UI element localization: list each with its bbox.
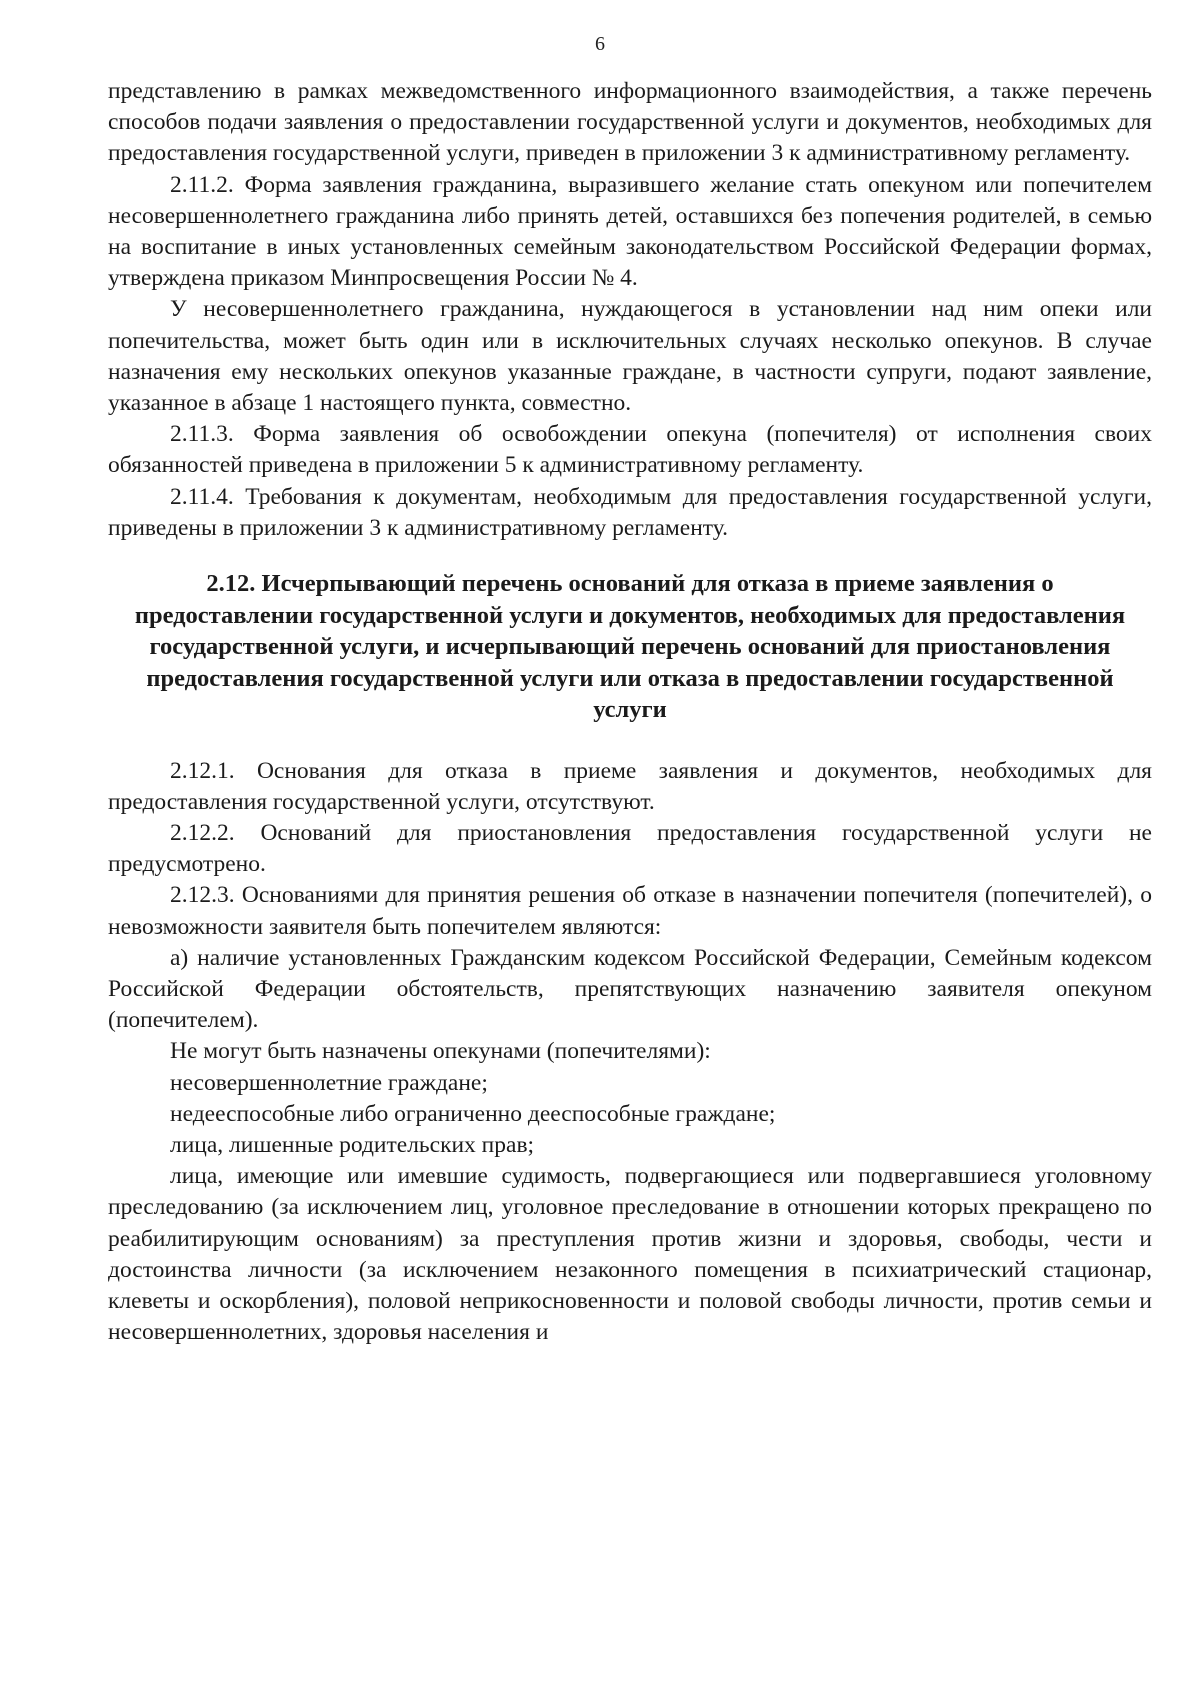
paragraph-2-11-3: 2.11.3. Форма заявления об освобождении опекуна (попечителя) от исполнения своих обязанностей приведена в приложении 5 к административному регламенту.: [108, 421, 1152, 479]
document-body: [108, 76, 1152, 1348]
list-item-deprived-rights: лица, лишенные родительских прав;: [170, 1131, 535, 1158]
list-item-criminal-record: лица, имеющие или имевшие судимость, подвергающиеся или подвергавшиеся уголовному преследованию (за исключением лиц, уголовное преследование в отношении которых прекращено по реабилитирующим основаниям) за преступления против жизни и здоровья, свободы, чести и достоинства личности (за исключением незаконного помещения в психиатрический стационар, клеветы и оскорбления), половой неприкосновенности и половой свободы личности, против семьи и несовершеннолетних, здоровья населения и: [108, 1163, 1152, 1346]
paragraph-item-a: а) наличие установленных Гражданским кодексом Российской Федерации, Семейным кодексом Российской Федерации обстоятельств, препятствующих назначению заявителя опекуном (попечителем).: [108, 944, 1152, 1034]
paragraph-guardians-count: У несовершеннолетнего гражданина, нуждающегося в установлении над ним опеки или попечительства, может быть один или в исключительных случаях несколько опекунов. В случае назначения ему нескольких опекунов указанные граждане, в частности супруги, подают заявление, указанное в абзаце 1 настоящего пункта, совместно.: [108, 296, 1152, 417]
paragraph-continuation: представлению в рамках межведомственного информационного взаимодействия, а также перечень способов подачи заявления о предоставлении государственной услуги и документов, необходимых для предоставления государственной услуги, приведен в приложении 3 к административному регламенту.: [108, 78, 1152, 167]
paragraph-2-11-4: 2.11.4. Требования к документам, необходимым для предоставления государственной услуги, приведены в приложении 3 к административному регламенту.: [108, 483, 1152, 541]
paragraph-2-12-2: 2.12.2. Оснований для приостановления предоставления государственной услуги не предусмотрено.: [108, 819, 1152, 878]
paragraph-2-12-3: 2.12.3. Основаниями для принятия решения об отказе в назначении попечителя (попечителей), о невозможности заявителя быть попечителем являются:: [108, 882, 1152, 940]
paragraph-2-12-1: 2.12.1. Основания для отказа в приеме заявления и документов, необходимых для предоставления государственной услуги, отсутствуют.: [108, 757, 1152, 815]
list-item-minors: несовершеннолетние граждане;: [170, 1069, 488, 1096]
paragraph-cannot-be-appointed: Не могут быть назначены опекунами (попечителями):: [170, 1038, 711, 1065]
paragraph-2-11-2: 2.11.2. Форма заявления гражданина, выразившего желание стать опекуном или попечителем несовершеннолетнего гражданина либо принять детей, оставшихся без попечения родителей, в семью на воспитание в иных установленных семейным законодательством Российской Федерации формах, утверждена приказом Минпросвещения России № 4.: [108, 171, 1152, 292]
page-number: 6: [595, 33, 605, 55]
list-item-incapacitated: недееспособные либо ограниченно дееспособные граждане;: [170, 1100, 776, 1127]
section-heading-2-12: 2.12. Исчерпывающий перечень оснований для отказа в приеме заявления о предоставлении государственной услуги и документов, необходимых для предоставления государственной услуги, и исчерпывающий перечень оснований для приостановления предоставления государственной услуги или отказа в предоставлении государственной услуги: [134, 570, 1126, 724]
